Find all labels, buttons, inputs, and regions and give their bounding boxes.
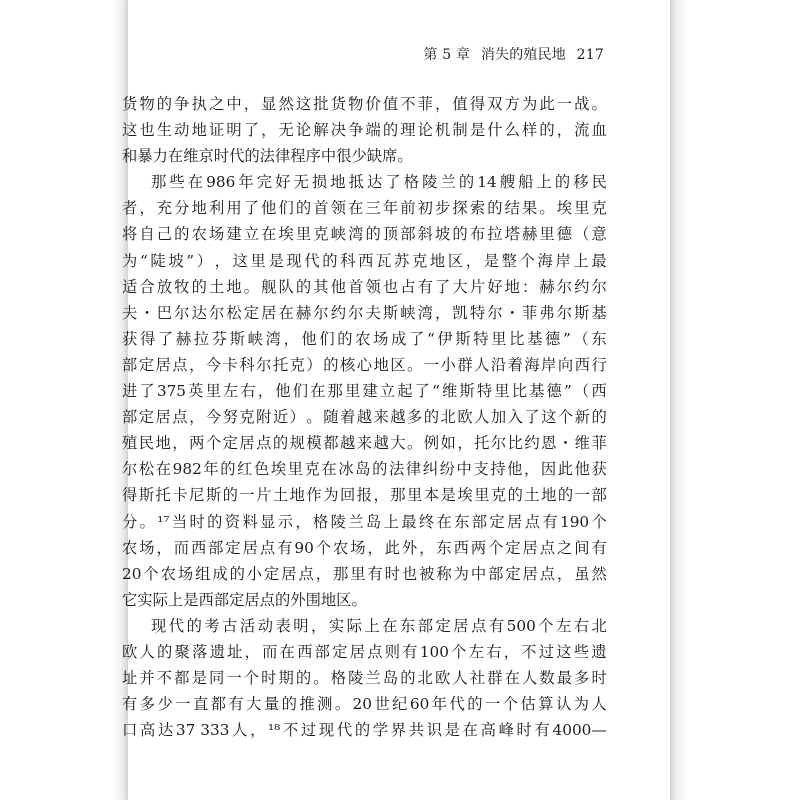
text-line: 殖 民 地 ， 两 个 定 居 点 的 规 模 都 越 来 越 大 。 例 如 ， 托 尔 比 约 恩 ・ 维 菲 [122,434,607,453]
text-line: 部 定 居 点 ， 今 努 克 附 近 ） 。 随 着 越 来 越 多 的 北 欧 人 加 入 了 这 个 新 的 [122,408,607,427]
text-line: 尔 松 在 982 年 的 红 色 埃 里 克 在 冰 岛 的 法 律 纠 纷 中 支 持 他 ， 因 此 他 获 [122,460,607,479]
body-text [122,91,607,743]
text-line: 口 高 达 37 333 人 ， ¹⁸ 不 过 现 代 的 学 界 共 识 是 在 高 峰 时 有 4000— [122,721,607,740]
text-line: 将 自 己 的 农 场 建 立 在 埃 里 克 峡 湾 的 顶 部 斜 坡 的 布 拉 塔 赫 里 德 （ 意 [122,225,607,244]
text-line: 它实际上是西部定居点的外围地区。 [122,590,367,609]
text-line: 欧 人 的 聚 落 遗 址 ， 而 在 西 部 定 居 点 则 有 100 个 左 右 ， 不 过 这 些 遗 [122,642,607,661]
text-line: 获 得 了 赫 拉 芬 斯 峡 湾 ， 他 们 的 农 场 成 了 “ 伊 斯 特 里 比 基 德 ” （ 东 [122,329,607,348]
text-line: 和暴力在维京时代的法律程序中很少缺席。 [122,147,413,166]
text-line: 址 并 不 都 是 同 一 个 时 期 的 。 格 陵 兰 岛 的 北 欧 人 社 群 在 人 数 最 多 时 [122,669,607,688]
text-line: 有 多 少 一 直 都 有 大 量 的 推 测 。 20 世 纪 60 年 代 的 一 个 估 算 认 为 人 [122,695,607,714]
text-line: 货 物 的 争 执 之 中 ， 显 然 这 批 货 物 价 值 不 菲 ， 值 得 双 方 为 此 一 战 。 [122,95,607,113]
text-line: 适 合 放 牧 的 土 地 。 舰 队 的 其 他 首 领 也 占 有 了 大 片 好 地 ： 赫 尔 约 尔 [122,277,607,296]
text-line: 为 “ 陡 坡 ” ） ， 这 里 是 现 代 的 科 西 瓦 苏 克 地 区 ， 是 整 个 海 岸 上 最 [122,251,607,270]
text-line: 进 了 375 英 里 左 右 ， 他 们 在 那 里 建 立 起 了 “ 维 斯 特 里 比 基 德 ” （ 西 [122,382,607,401]
page-number: 217 [576,47,604,63]
chapter-label: 第 5 章 [423,47,471,63]
chapter-title: 消失的殖民地 [480,47,567,63]
text-line: 那 些 在 986 年 完 好 无 损 地 抵 达 了 格 陵 兰 的 14 艘 船 上 的 移 民 [151,173,607,192]
text-line: 分 。 ¹⁷ 当 时 的 资 料 显 示 ， 格 陵 兰 岛 上 最 终 在 东 部 定 居 点 有 190 个 [122,512,607,531]
text-line: 夫 ・ 巴 尔 达 尔 松 定 居 在 赫 尔 约 尔 夫 斯 峡 湾 ， 凯 特 尔 ・ 菲 弗 尔 斯 基 [122,303,607,322]
text-line: 得 斯 托 卡 尼 斯 的 一 片 土 地 作 为 回 报 ， 那 里 本 是 埃 里 克 的 土 地 的 一 部 [122,486,607,505]
text-line: 20 个 农 场 组 成 的 小 定 居 点 ， 那 里 有 时 也 被 称 为 中 部 定 居 点 ， 虽 然 [122,564,607,583]
text-line: 这 也 生 动 地 证 明 了 ， 无 论 解 决 争 端 的 理 论 机 制 是 什 么 样 的 ， 流 血 [122,121,607,140]
right-margin-shadow [670,0,800,800]
text-line: 现 代 的 考 古 活 动 表 明 ， 实 际 上 在 东 部 定 居 点 有 500 个 左 右 北 [151,616,607,635]
running-header [423,44,604,64]
left-margin-shadow [0,0,128,800]
text-line: 部 定 居 点 ， 今 卡 科 尔 托 克 ） 的 核 心 地 区 。 一 小 群 人 沿 着 海 岸 向 西 行 [122,355,607,374]
text-line: 者 ， 充 分 地 利 用 了 他 们 的 首 领 在 三 年 前 初 步 探 索 的 结 果 。 埃 里 克 [122,199,607,218]
text-line: 农 场 ， 而 西 部 定 居 点 有 90 个 农 场 ， 此 外 ， 东 西 两 个 定 居 点 之 间 有 [122,538,607,557]
